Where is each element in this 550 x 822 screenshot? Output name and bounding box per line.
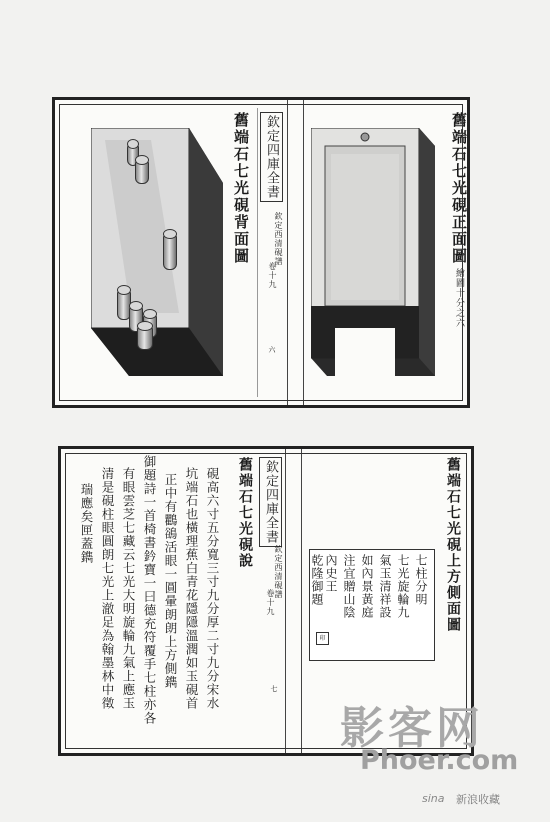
phoer-logo-en: Phoer.com: [360, 745, 519, 776]
poem-col-5: 注宜贈山陰: [342, 554, 356, 619]
bottom-book-label: 欽定西清硯譜: [274, 545, 283, 599]
front-scale-note: 繪圖十分之六: [454, 268, 464, 328]
poem-col-3: 氣玉清祥設: [378, 554, 392, 619]
bottom-header-mark: 欽定四庫全書: [259, 457, 282, 547]
essay-col-4: 御題詩一首椅書鈐寶一曰德充符覆手七柱亦各: [142, 455, 157, 725]
poem-col-4: 如內景黃庭: [360, 554, 374, 619]
bottom-volume-label: 卷十九: [266, 589, 275, 616]
poem-col-6: 內史王: [324, 554, 338, 593]
essay-col-1: 硯高六寸五分寬三寸九分厚二寸九分宋水: [205, 467, 220, 710]
bottom-center-spine-right: [301, 449, 302, 753]
essay-col-2: 坑端石也橫理蕉白青花隱隱溫潤如玉硯首: [184, 467, 199, 710]
sina-mark: sina: [422, 792, 445, 805]
front-view-title: 舊端石七光硯正面圖: [450, 112, 468, 265]
essay-col-6: 清是硯柱眼圓朗七光上澈足為翰墨林中徵: [100, 467, 115, 710]
header-mark: 欽定四庫全書: [260, 112, 283, 202]
center-spine: [287, 100, 288, 405]
poem-col-1: 七柱分明: [414, 554, 428, 606]
sina-collection-label: 新浪收藏: [456, 793, 500, 806]
back-view-title: 舊端石七光硯背面圖: [232, 112, 250, 265]
shuo-title: 舊端石七光硯說: [237, 457, 253, 569]
imperial-seal: 印: [316, 632, 329, 645]
essay-col-3: 正中有鸜鵒活眼一圓暈朗朗上方側鐫: [163, 473, 178, 689]
inkstone-back-view: [91, 128, 223, 376]
volume-label: 卷十九: [268, 262, 277, 289]
essay-col-7: 瑞應矣匣蓋鐫: [79, 483, 94, 564]
pillar-7: [137, 324, 153, 350]
book-label: 欽定西清硯譜: [274, 212, 283, 266]
imperial-poem-box: [309, 549, 435, 661]
pillar-2: [135, 158, 149, 184]
essay-col-5: 有眼雲芝七藏云七光大明旋輪九氣上應玉: [121, 467, 136, 710]
page-number: 六: [268, 346, 276, 354]
center-spine-right: [303, 100, 304, 405]
poem-col-7: 乾隆御題: [310, 554, 324, 606]
side-view-title: 舊端石七光硯上方側面圖: [445, 457, 461, 633]
column-rule: [257, 108, 258, 397]
essay-text: [71, 455, 231, 753]
poem-col-2: 七光旋輪九: [396, 554, 410, 619]
top-plate-panel: [52, 97, 470, 408]
pillar-3: [163, 232, 177, 270]
phoer-logo-cn: 影客网: [340, 703, 484, 754]
bottom-page-number: 七: [270, 685, 278, 693]
bottom-center-spine: [285, 449, 286, 753]
inkstone-front-view: [311, 128, 435, 376]
